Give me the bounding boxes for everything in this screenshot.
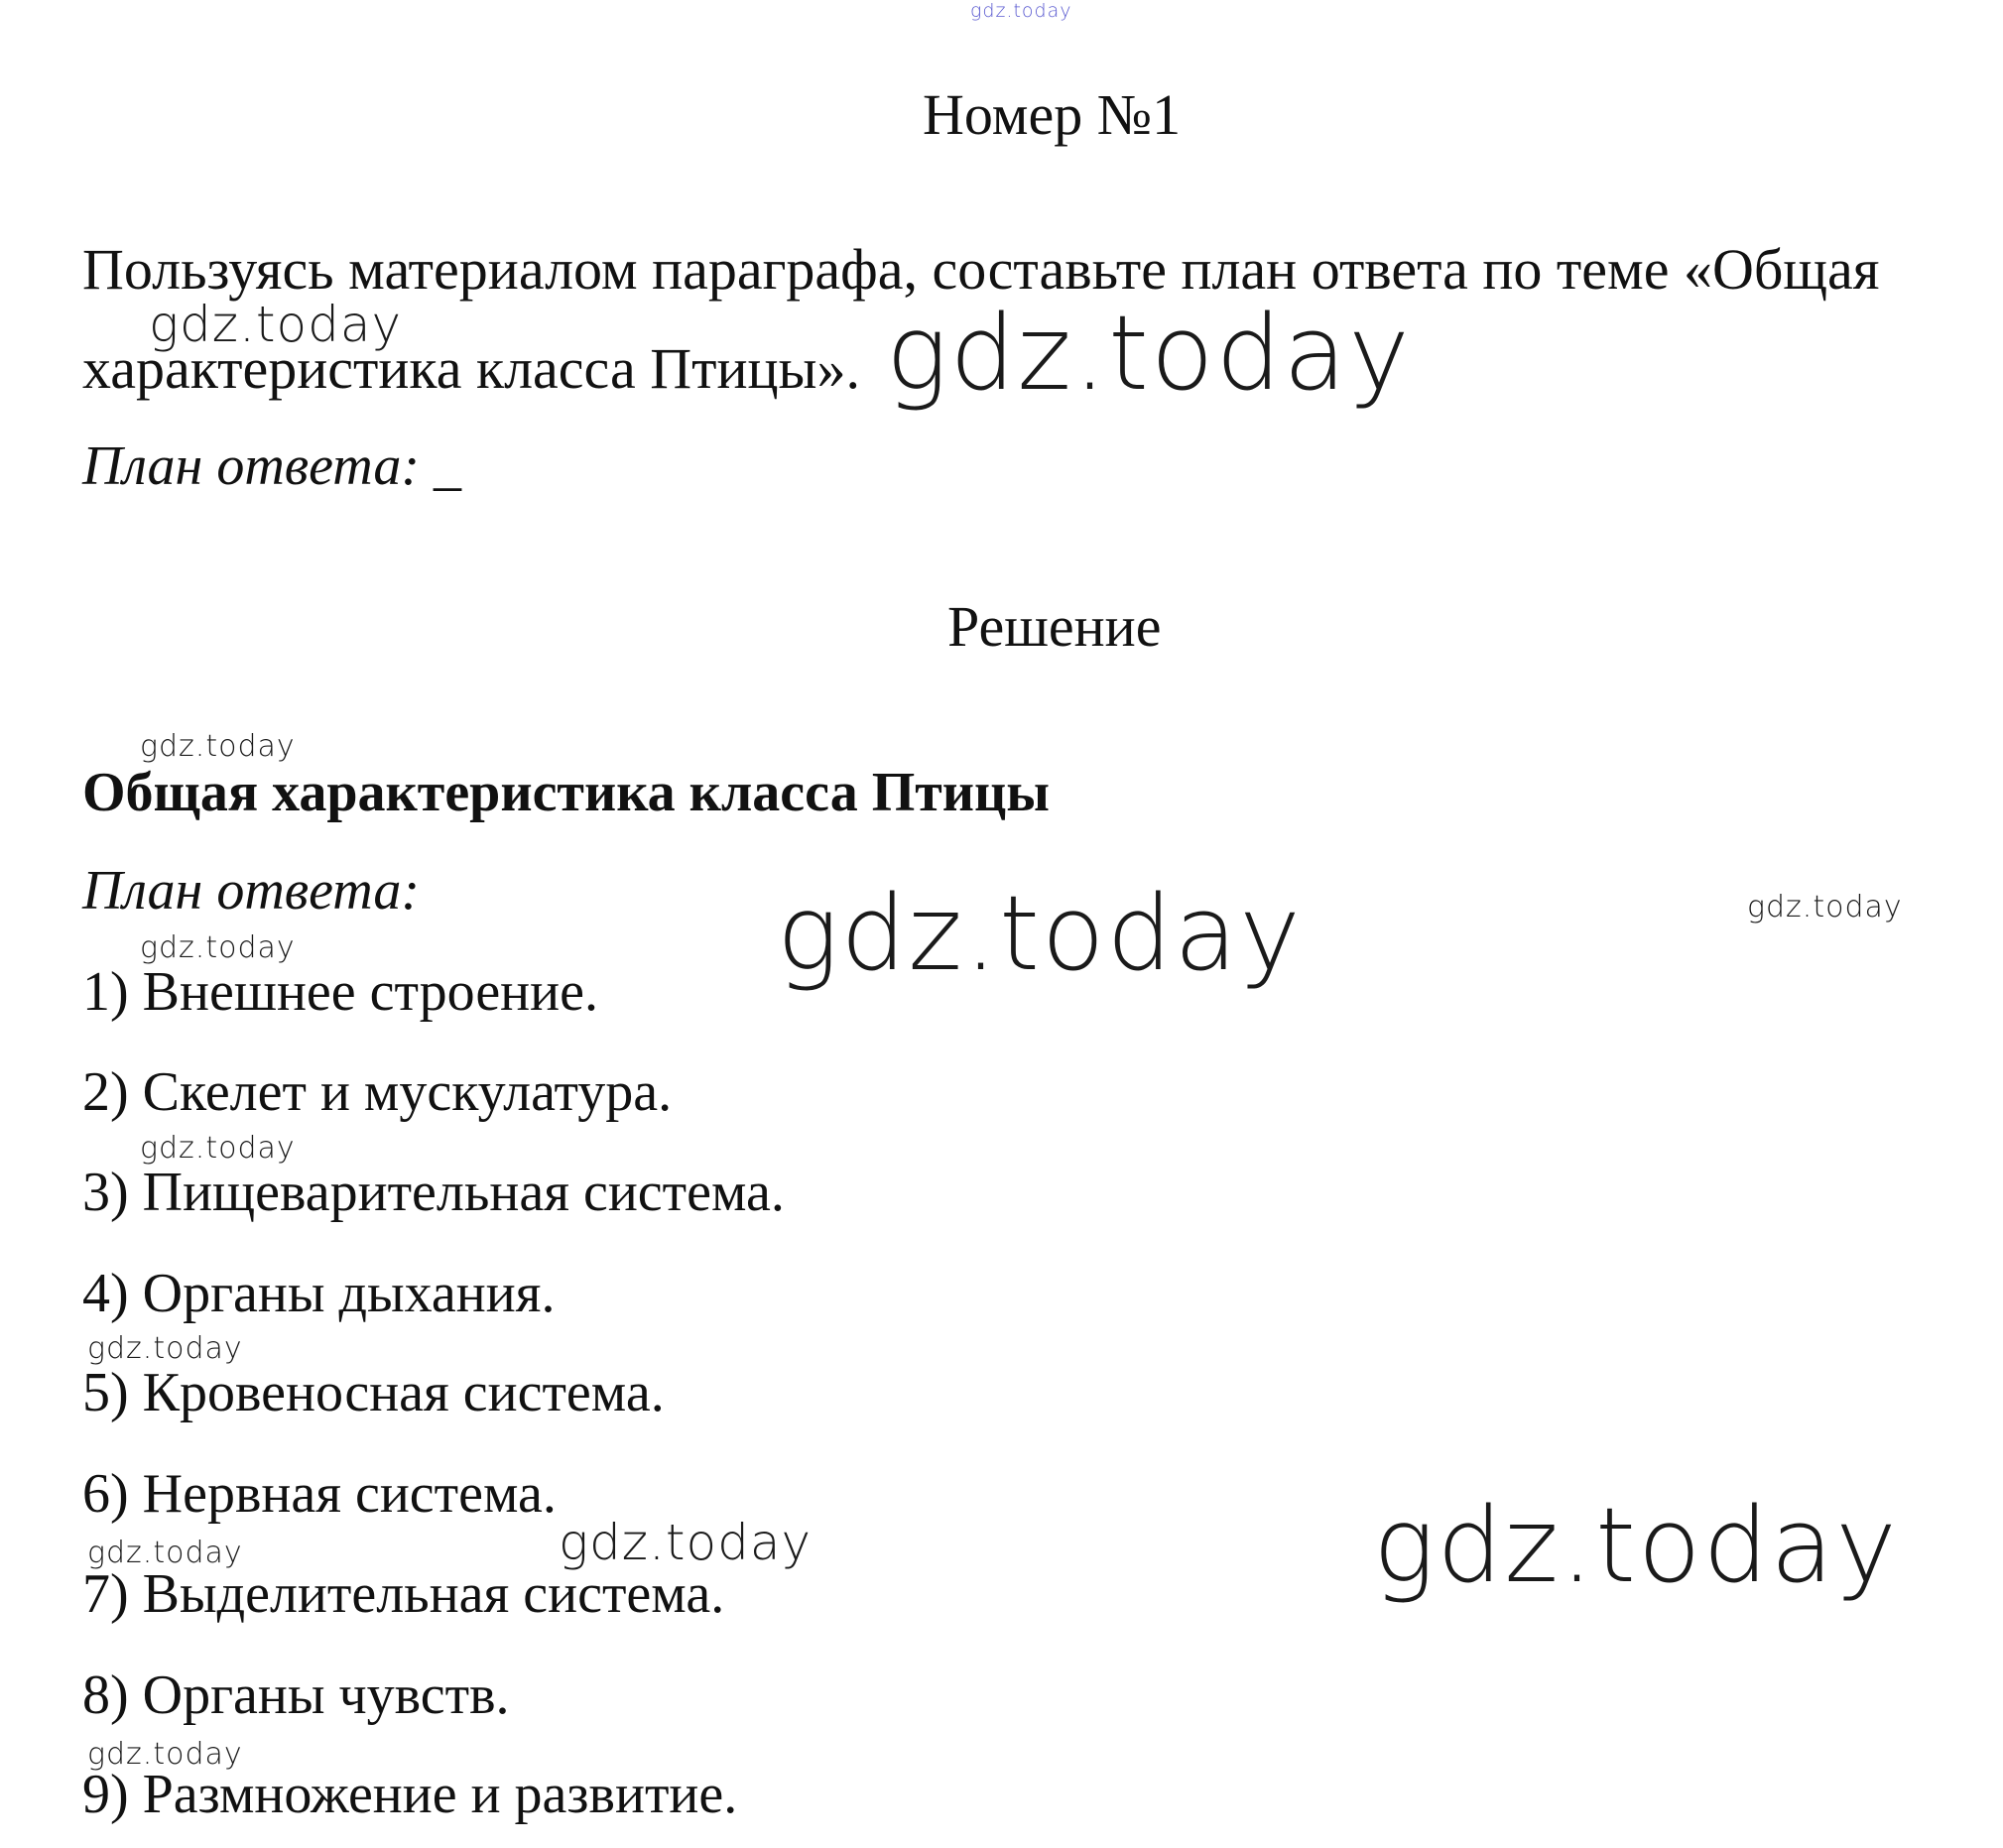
plan-item: 4) Органы дыхания. [82,1263,556,1324]
plan-item: 2) Скелет и мускулатура. [82,1061,673,1123]
watermark-large: gdz.today [777,873,1303,994]
watermark: gdz.today [1747,890,1903,924]
plan-item: 1) Внешнее строение. [82,961,598,1023]
solution-heading: Общая характеристика класса Птицы [82,762,1051,823]
task-text-line-1: Пользуясь материалом параграфа, составьте план ответа по теме «Общая [82,237,1880,302]
watermark: gdz.today [149,296,403,353]
watermark: gdz.today [87,1331,243,1366]
plan-item: 6) Нервная система. [82,1463,557,1525]
watermark: gdz.today [140,930,296,965]
plan-item: 5) Кровеносная система. [82,1362,665,1423]
page-title: Номер №1 [923,82,1182,147]
watermark-top: gdz.today [970,0,1072,22]
watermark: gdz.today [87,1737,243,1772]
watermark-large: gdz.today [1373,1485,1899,1606]
answer-plan-label: План ответа: _ [82,435,461,497]
watermark: gdz.today [559,1514,813,1571]
solution-label: Решение [947,594,1162,659]
watermark: gdz.today [87,1536,243,1570]
plan-item: 9) Размножение и развитие. [82,1764,738,1825]
watermark: gdz.today [140,729,296,764]
plan-item: 8) Органы чувств. [82,1664,510,1726]
plan-label: План ответа: [82,860,420,922]
watermark: gdz.today [140,1131,296,1166]
task-text-line-2: характеристика класса Птицы». [82,336,861,401]
plan-item: 3) Пищеварительная система. [82,1162,785,1223]
plan-item: 7) Выделительная система. [82,1563,725,1625]
watermark-large: gdz.today [886,293,1412,414]
